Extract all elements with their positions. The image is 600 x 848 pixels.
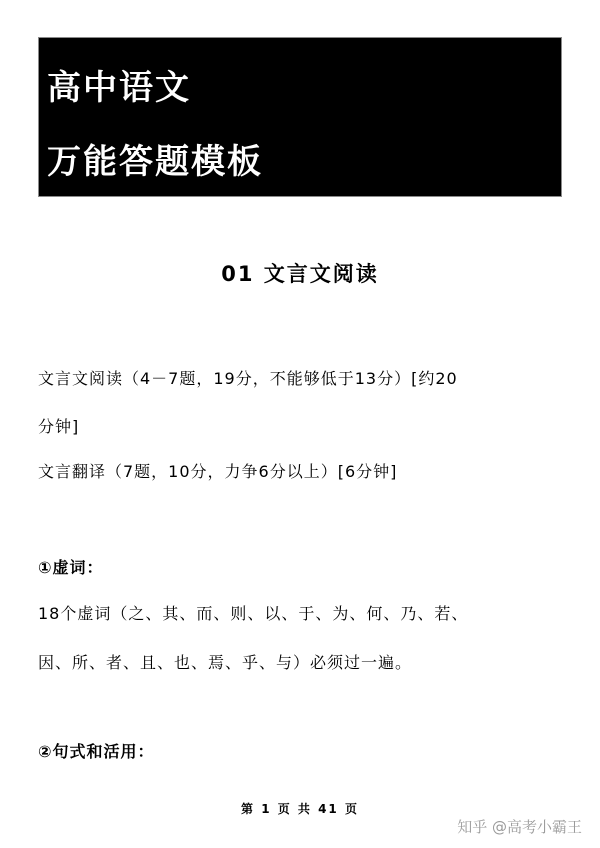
page-number-footer: 第 1 页 共 41 页 (241, 802, 359, 816)
subheading-sentence-patterns: ②句式和活用： (38, 742, 155, 761)
title-line-1: 高中语文 (47, 68, 191, 108)
watermark: 知乎 @高考小霸王 (457, 818, 582, 836)
paragraph-3-line-1: 18个虚词（之、其、而、则、以、于、为、何、乃、若、 (38, 604, 469, 623)
title-line-2: 万能答题模板 (47, 142, 263, 182)
section-heading: 01 文言文阅读 (221, 262, 379, 286)
paragraph-1-line-1: 文言文阅读（4－7题，19分，不能够低于13分）[约20 (38, 369, 458, 388)
subheading-function-words: ①虚词： (38, 558, 104, 577)
paragraph-3-line-2: 因、所、者、且、也、焉、乎、与）必须过一遍。 (38, 653, 413, 672)
paragraph-2: 文言翻译（7题，10分，力争6分以上）[6分钟] (38, 462, 398, 481)
paragraph-1-line-2: 分钟] (38, 417, 80, 436)
title-banner (38, 37, 562, 197)
